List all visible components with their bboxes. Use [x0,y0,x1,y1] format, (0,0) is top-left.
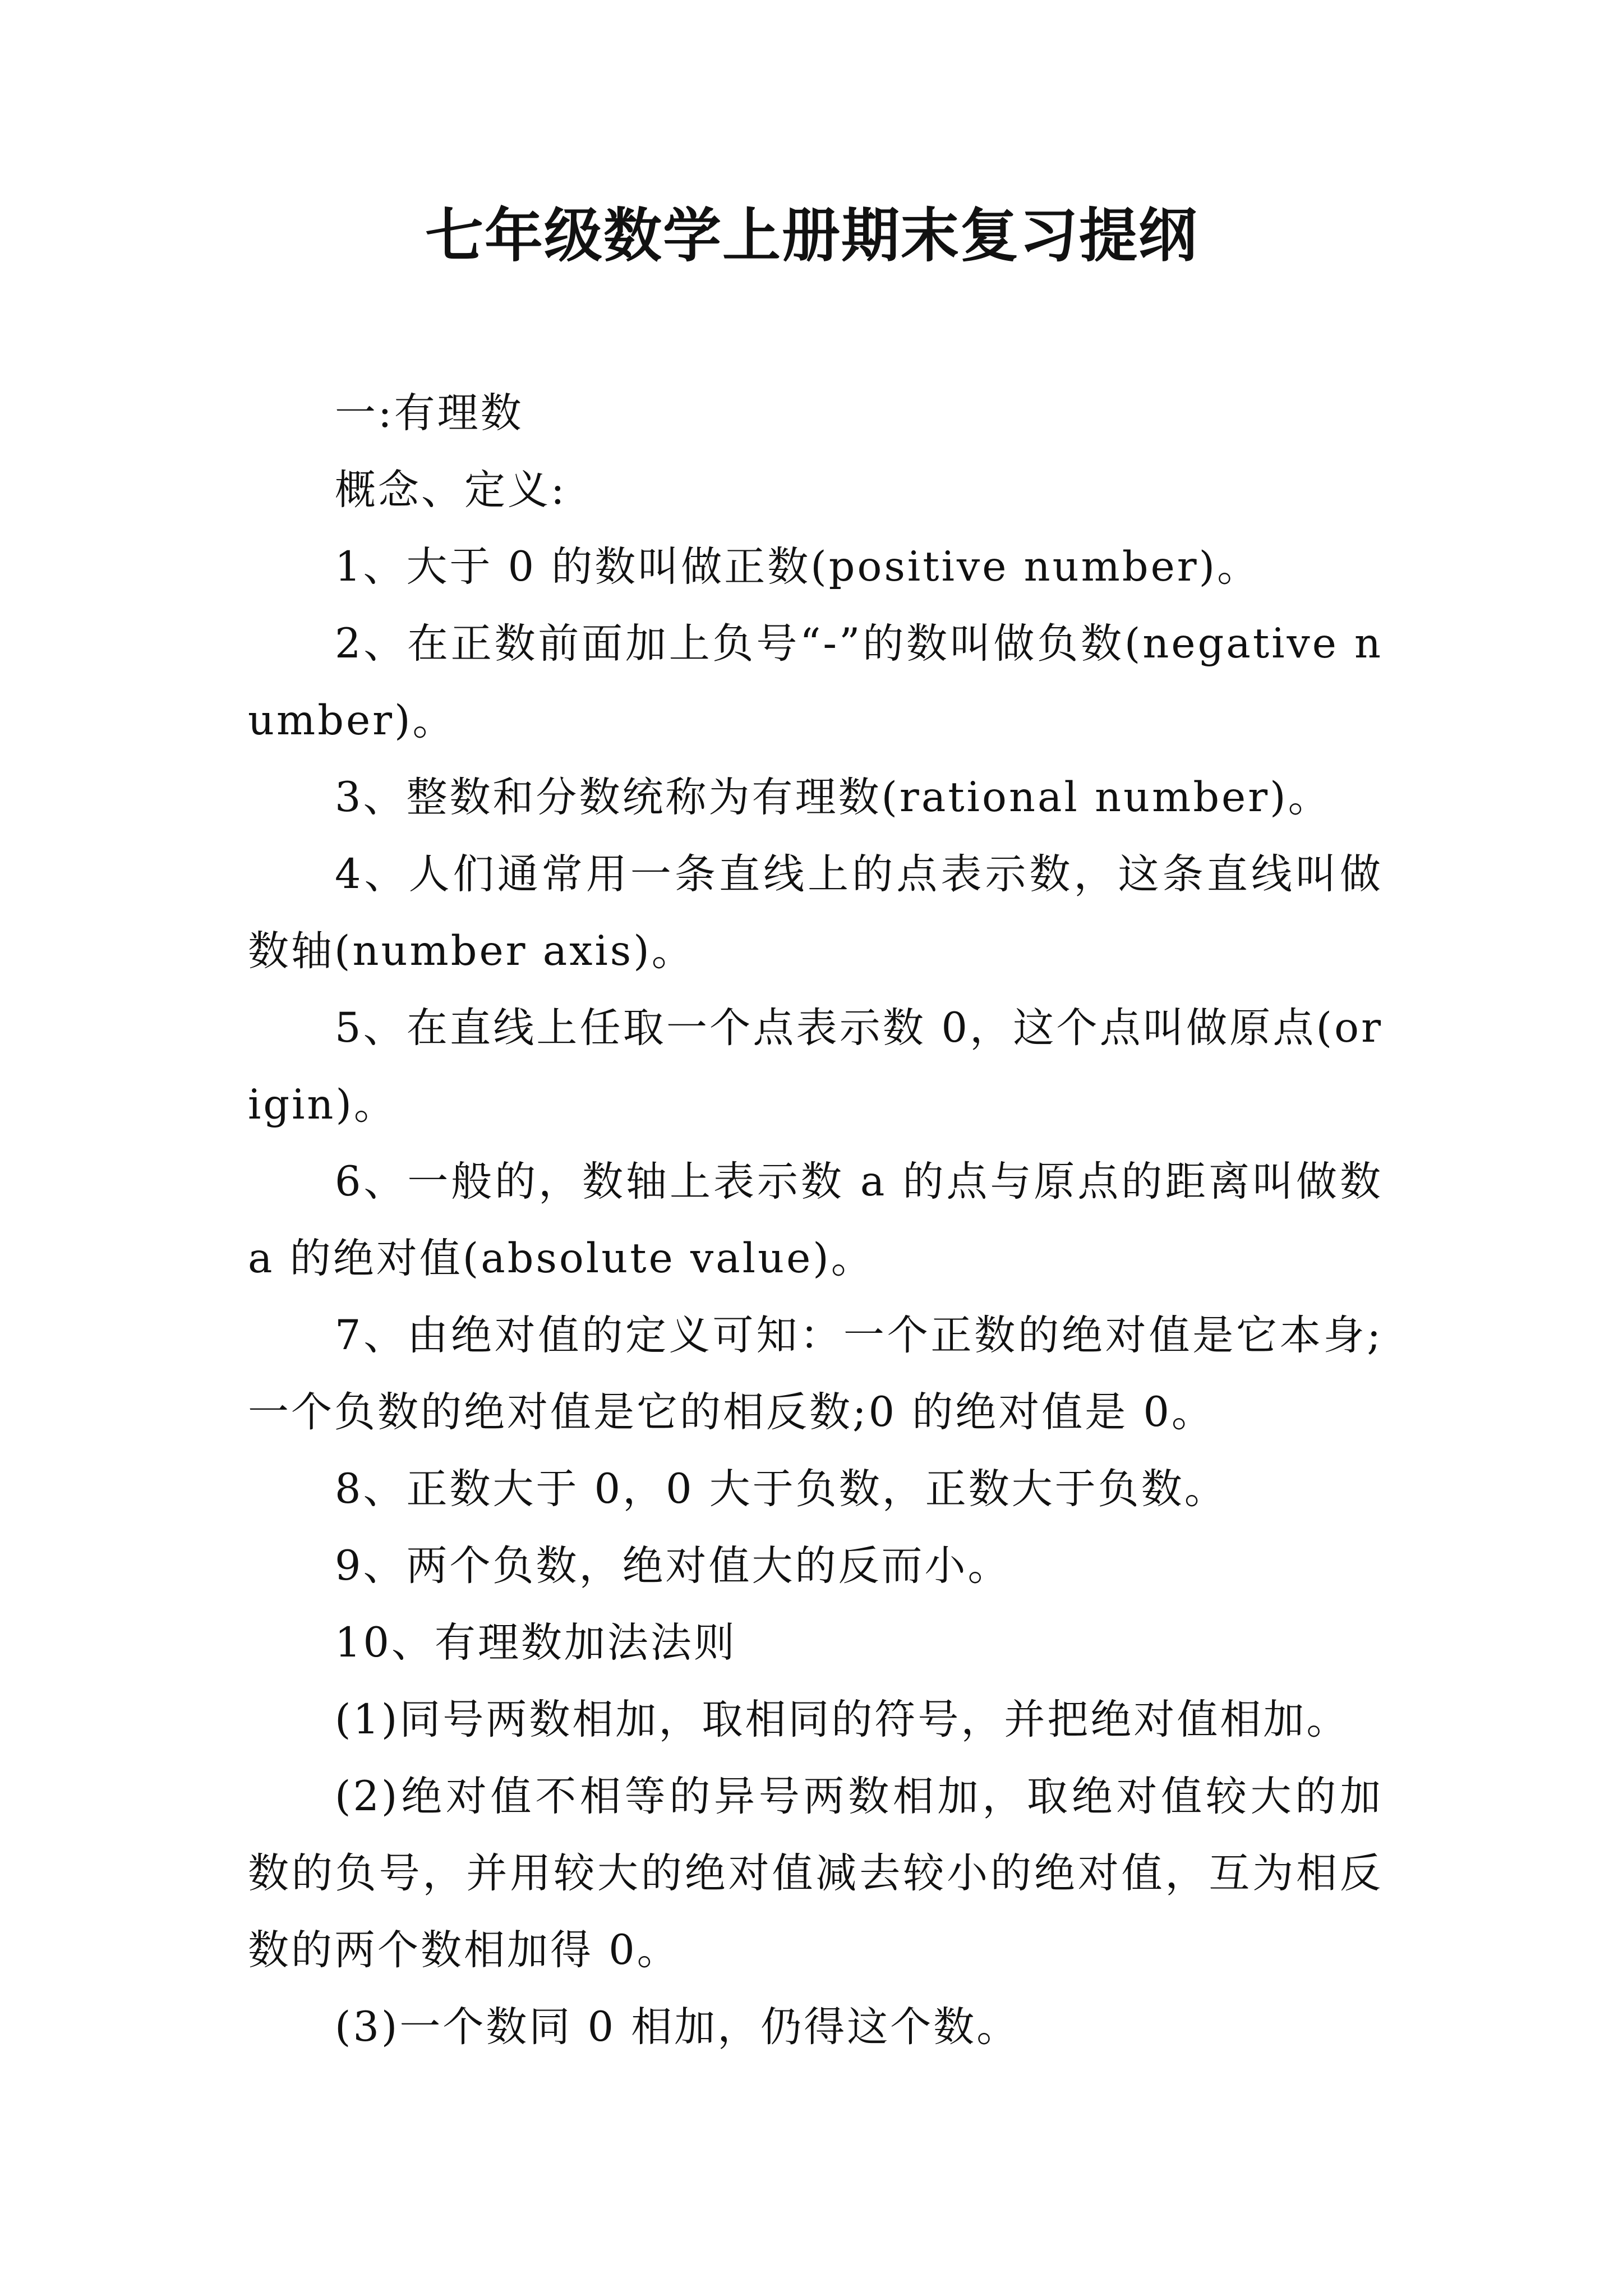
definition-item-2: 2、在正数前面加上负号“-”的数叫做负数(negative number)。 [248,620,1383,744]
document-body [248,375,1383,2065]
section-heading: 一:有理数 [335,389,524,437]
subsection-heading: 概念、定义: [335,466,567,514]
definition-item-6: 6、一般的，数轴上表示数 a 的点与原点的距离叫做数 a 的绝对值(absolute value)。 [248,1158,1383,1282]
addition-rule-3: (3)一个数同 0 相加，仍得这个数。 [335,2003,1020,2051]
definition-item-9: 9、两个负数，绝对值大的反而小。 [335,1542,1011,1590]
definition-item-5: 5、在直线上任取一个点表示数 0，这个点叫做原点(origin)。 [248,1004,1383,1129]
definition-item-7: 7、由绝对值的定义可知：一个正数的绝对值是它本身;一个负数的绝对值是它的相反数;0 的绝对值是 0。 [248,1312,1383,1436]
definition-item-10: 10、有理数加法法则 [335,1619,737,1667]
addition-rule-1: (1)同号两数相加，取相同的符号，并把绝对值相加。 [335,1696,1350,1743]
definition-item-1: 1、大于 0 的数叫做正数(positive number)。 [335,543,1261,591]
definition-item-8: 8、正数大于 0，0 大于负数，正数大于负数。 [335,1465,1228,1513]
document-title: 七年级数学上册期末复习提纲 [425,201,1198,270]
definition-item-3: 3、整数和分数统称为有理数(rational number)。 [335,774,1331,821]
addition-rule-2: (2)绝对值不相等的异号两数相加，取绝对值较大的加数的负号，并用较大的绝对值减去较小的绝对值，互为相反数的两个数相加得 0。 [248,1773,1383,1974]
definition-item-4: 4、人们通常用一条直线上的点表示数，这条直线叫做数轴(number axis)。 [248,850,1383,975]
